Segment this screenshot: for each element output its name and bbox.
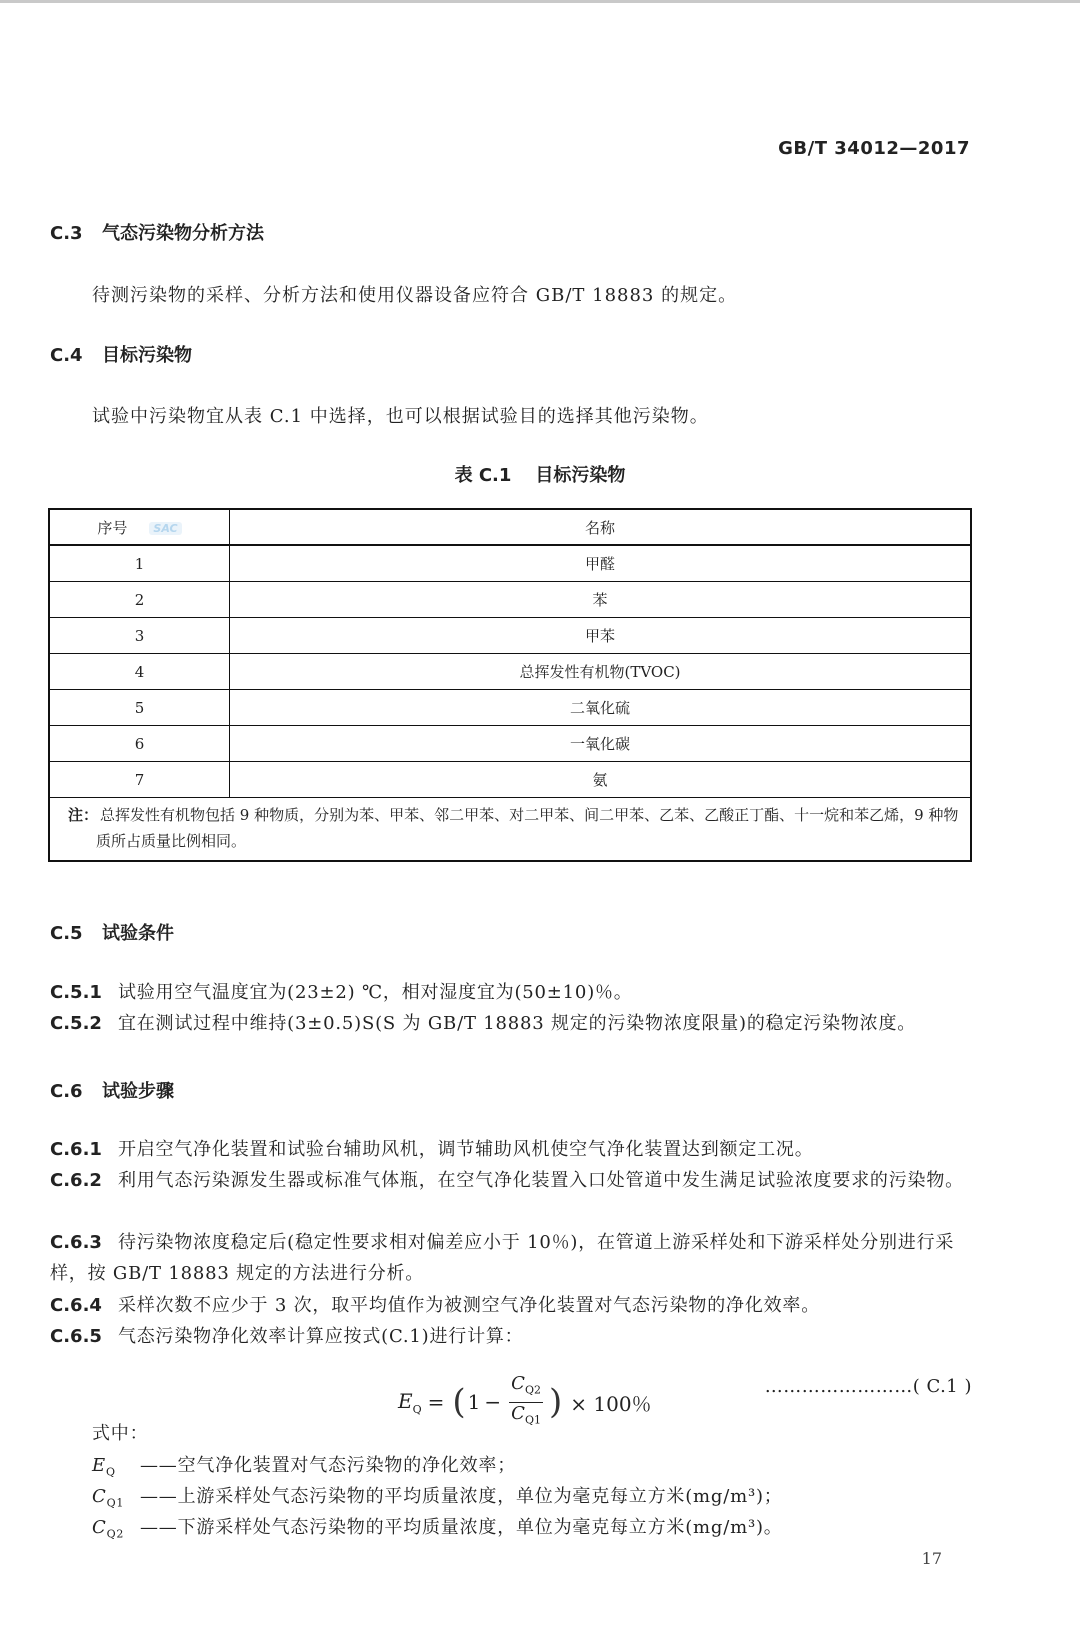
- symbol-subscript: Q1: [106, 1496, 125, 1510]
- fraction-denominator: [511, 1403, 541, 1432]
- variable-description: ——下游采样处气态污染物的平均质量浓度，单位为毫克每立方米(mg/m³)。: [140, 1517, 783, 1538]
- table-note-row: [49, 798, 971, 862]
- table-header-cell: 名称: [230, 509, 972, 545]
- where-item: [92, 1513, 783, 1541]
- symbol-letter: C: [92, 1486, 107, 1507]
- where-item: [92, 1451, 516, 1479]
- clause-c6-5: [50, 1321, 980, 1352]
- section-c3-text: 待测污染物的采样、分析方法和使用仪器设备应符合 GB/T 18883 的规定。: [92, 285, 738, 306]
- table-cell: 总挥发性有机物(TVOC): [230, 654, 972, 690]
- table-note: [49, 798, 971, 862]
- table-row: [49, 690, 971, 726]
- table-cell: 4: [49, 654, 230, 690]
- symbol-letter: C: [92, 1517, 107, 1538]
- section-title: 气态污染物分析方法: [102, 223, 264, 244]
- where-item: [92, 1482, 783, 1510]
- formula-open-paren: (: [452, 1382, 466, 1423]
- clause-text: 宜在测试过程中维持(3±0.5)S(S 为 GB/T 18883 规定的污染物浓度限量)的稳定污染物浓度。: [117, 1013, 917, 1034]
- section-c4-text: 试验中污染物宜从表 C.1 中选择，也可以根据试验目的选择其他污染物。: [92, 406, 709, 427]
- formula-subscript: Q2: [524, 1383, 541, 1397]
- variable-symbol: [92, 1486, 140, 1510]
- clause-text: 利用气态污染源发生器或标准气体瓶，在空气净化装置入口处管道中发生满足试验浓度要求的污染物。: [117, 1170, 964, 1191]
- variable-description: ——上游采样处气态污染物的平均质量浓度，单位为毫克每立方米(mg/m³)；: [140, 1486, 783, 1507]
- section-title: 试验条件: [102, 923, 174, 944]
- section-c4-heading: [50, 341, 192, 367]
- where-intro: 式中：: [92, 1423, 149, 1444]
- table-cell: 苯: [230, 582, 972, 618]
- standard-code: GB/T 34012—2017: [778, 138, 970, 159]
- table-row: [49, 762, 971, 798]
- table-cell: 3: [49, 618, 230, 654]
- table-number: 表 C.1: [454, 465, 512, 486]
- symbol-letter: E: [92, 1455, 106, 1476]
- fraction-numerator: [509, 1373, 543, 1403]
- formula-c1: [398, 1373, 652, 1431]
- clause-number: C.6.3: [50, 1232, 102, 1253]
- clause-c6-1: [50, 1134, 980, 1165]
- formula-subscript: Q1: [524, 1413, 541, 1427]
- table-cell: 5: [49, 690, 230, 726]
- formula-fraction: [509, 1373, 543, 1431]
- variable-symbol: [92, 1517, 140, 1541]
- clause-number: C.5.1: [50, 982, 102, 1003]
- table-row: [49, 618, 971, 654]
- page-top-border: [0, 0, 1080, 3]
- note-label: 注：: [68, 806, 99, 824]
- clause-number: C.6.1: [50, 1139, 102, 1160]
- pollutant-table: [48, 508, 972, 862]
- formula-equals: =: [427, 1390, 445, 1415]
- page-number: 17: [921, 1549, 942, 1568]
- table-cell: 氨: [230, 762, 972, 798]
- section-title: 试验步骤: [102, 1081, 174, 1102]
- clause-number: C.6.2: [50, 1170, 102, 1191]
- section-number: C.4: [50, 345, 83, 366]
- formula-symbol: C: [511, 1402, 525, 1424]
- table-cell: 6: [49, 726, 230, 762]
- table-cell: 2: [49, 582, 230, 618]
- section-c3-heading: [50, 219, 264, 245]
- section-number: C.5: [50, 923, 83, 944]
- table-cell: 二氧化硫: [230, 690, 972, 726]
- note-text: 总挥发性有机物包括 9 种物质，分别为苯、甲苯、邻二甲苯、对二甲苯、间二甲苯、乙苯、乙酸正丁酯、十一烷和苯乙烯，9 种物质所占质量比例相同。: [96, 806, 959, 850]
- clause-c6-4: [50, 1290, 980, 1321]
- table-row: [49, 545, 971, 582]
- formula-symbol: E: [398, 1388, 413, 1413]
- formula-one: 1: [467, 1390, 481, 1415]
- formula-close-paren: ): [548, 1382, 563, 1423]
- table-title: [0, 461, 1080, 487]
- symbol-subscript: Q: [105, 1465, 116, 1479]
- clause-number: C.6.5: [50, 1326, 102, 1347]
- header-label: 序号: [97, 518, 128, 537]
- clause-number: C.5.2: [50, 1013, 102, 1034]
- section-number: C.3: [50, 223, 83, 244]
- equation-number: ……………………( C.1 ): [764, 1376, 972, 1397]
- table-cell: 1: [49, 545, 230, 582]
- clause-text: 试验用空气温度宜为(23±2) ℃，相对湿度宜为(50±10)％。: [117, 982, 633, 1003]
- clause-c5-1: [50, 977, 980, 1008]
- table-cell: 一氧化碳: [230, 726, 972, 762]
- table-row: [49, 582, 971, 618]
- sac-watermark: SAC: [149, 522, 181, 535]
- table-caption: 目标污染物: [535, 465, 626, 486]
- table-row: [49, 654, 971, 690]
- formula-minus: −: [484, 1390, 502, 1415]
- formula-lhs: [398, 1389, 422, 1416]
- section-c5-heading: [50, 919, 174, 945]
- clause-text: 采样次数不应少于 3 次，取平均值作为被测空气净化装置对气态污染物的净化效率。: [117, 1295, 821, 1316]
- section-number: C.6: [50, 1081, 83, 1102]
- table-cell: 7: [49, 762, 230, 798]
- symbol-subscript: Q2: [106, 1527, 125, 1541]
- table-cell: 甲苯: [230, 618, 972, 654]
- variable-symbol: [92, 1455, 140, 1479]
- formula-subscript: Q: [412, 1402, 422, 1416]
- table-row: [49, 726, 971, 762]
- table-header-row: [49, 509, 971, 545]
- clause-c6-2: [50, 1165, 980, 1196]
- formula-times: × 100％: [570, 1391, 652, 1416]
- table-cell: 甲醛: [230, 545, 972, 582]
- clause-number: C.6.4: [50, 1295, 102, 1316]
- clause-text: 气态污染物净化效率计算应按式(C.1)进行计算：: [117, 1326, 524, 1347]
- clause-c6-3: [50, 1227, 980, 1289]
- clause-c5-2: [50, 1008, 980, 1039]
- formula-symbol: C: [511, 1373, 525, 1394]
- table-header-cell: [49, 509, 230, 545]
- variable-description: ——空气净化装置对气态污染物的净化效率；: [140, 1455, 516, 1476]
- clause-text: 待污染物浓度稳定后(稳定性要求相对偏差应小于 10％)，在管道上游采样处和下游采样处分别进行采样，按 GB/T 18883 规定的方法进行分析。: [50, 1232, 955, 1284]
- section-title: 目标污染物: [102, 345, 192, 366]
- section-c6-heading: [50, 1077, 174, 1103]
- clause-text: 开启空气净化装置和试验台辅助风机，调节辅助风机使空气净化装置达到额定工况。: [117, 1139, 814, 1160]
